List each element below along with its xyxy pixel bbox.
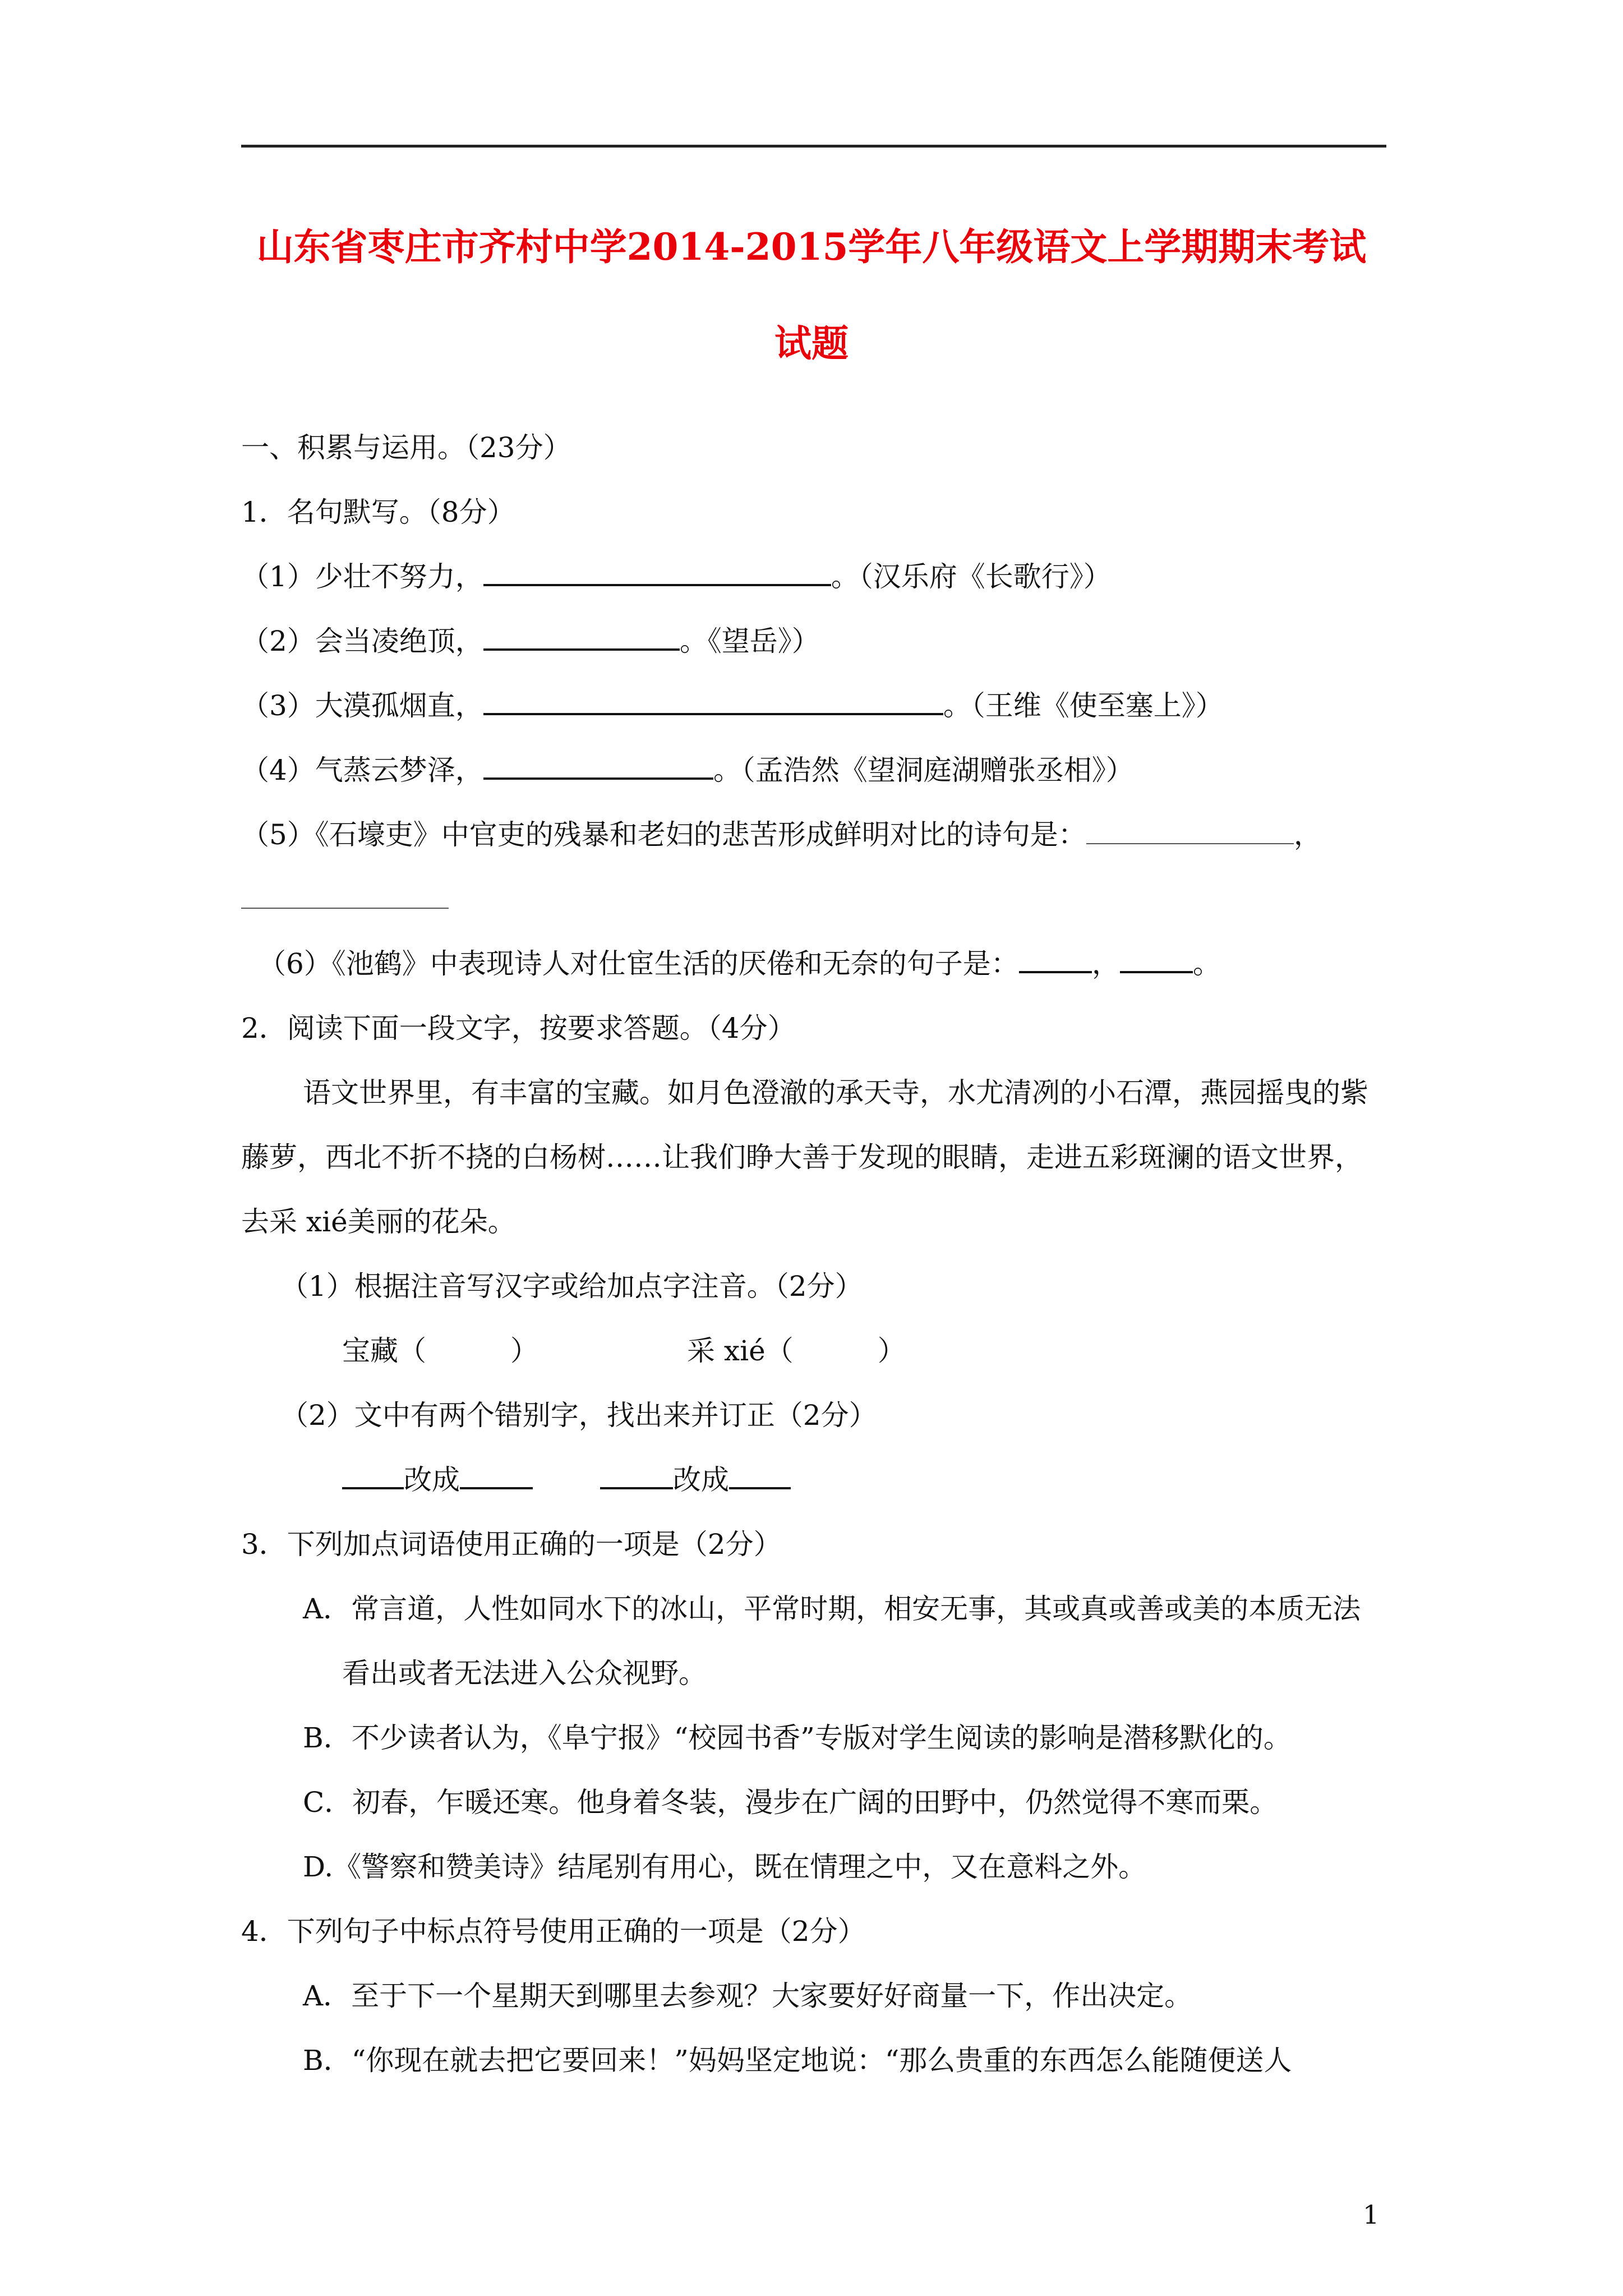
q1-item-2-blank[interactable] (483, 624, 680, 651)
q2-passage-line-2: 藤萝，西北不折不挠的白杨树……让我们睁大善于发现的眼睛，走进五彩斑澜的语文世界， (241, 1141, 1363, 1174)
q2-sub2-stem: （2）文中有两个错别字，找出来并订正（2分） (280, 1399, 877, 1432)
header-rule (241, 145, 1386, 148)
q3-option-a-line-2: 看出或者无法进入公众视野。 (342, 1657, 707, 1690)
q2-sub2-answers (342, 1462, 791, 1498)
q2-sub1-answers (342, 1333, 906, 1369)
q1-item-5 (241, 817, 1322, 853)
q2-passage-line-3: 去采 xié美丽的花朵。 (241, 1205, 516, 1238)
q2-sub2-change-1: 改成 (404, 1464, 460, 1496)
q2-sub2-wrong-1-blank[interactable] (342, 1462, 404, 1489)
q1-item-6 (258, 946, 1221, 982)
question-1-stem: 1．名句默写。（8分） (241, 496, 515, 528)
q4-option-a: A．至于下一个星期天到哪里去参观？大家要好好商量一下，作出决定。 (303, 1980, 1193, 2012)
q2-sub1-b-close: ） (877, 1335, 906, 1367)
q1-item-5-prefix: （5）《石壕吏》中官吏的残暴和老妇的悲苦形成鲜明对比的诗句是： (241, 818, 1086, 851)
q1-item-4 (241, 752, 1134, 788)
q2-sub1-a-label: 宝藏（ (342, 1335, 426, 1367)
q3-option-c: C．初春，乍暖还寒。他身着冬装，漫步在广阔的田野中，仍然觉得不寒而栗。 (303, 1786, 1278, 1819)
q1-item-6-comma: ， (1091, 947, 1120, 980)
question-3-stem: 3．下列加点词语使用正确的一项是（2分） (241, 1528, 782, 1561)
q3-option-b: B．不少读者认为，《阜宁报》“校园书香”专版对学生阅读的影响是潜移默化的。 (303, 1722, 1292, 1754)
section-1-heading: 一、积累与运用。（23分） (241, 431, 571, 464)
q1-item-5-blank-2[interactable] (241, 883, 449, 909)
q3-option-a-line-1: A．常言道，人性如同水下的冰山，平常时期，相安无事，其或真或善或美的本质无法 (303, 1593, 1361, 1625)
q2-sub2-wrong-2-blank[interactable] (600, 1462, 673, 1489)
q1-item-3-blank[interactable] (483, 688, 943, 715)
q1-item-4-suffix: 。（孟浩然《望洞庭湖赠张丞相》） (713, 754, 1134, 786)
q3-option-d: D.《警察和赞美诗》结尾别有用心，既在情理之中，又在意料之外。 (303, 1851, 1147, 1883)
q1-item-1-suffix: 。（汉乐府《长歌行》） (831, 560, 1112, 593)
q1-item-1-blank[interactable] (483, 559, 831, 586)
q1-item-2-suffix: 。《望岳》） (679, 625, 820, 657)
q4-option-b: B．“你现在就去把它要回来！”妈妈坚定地说：“那么贵重的东西怎么能随便送人 (303, 2044, 1292, 2077)
q2-sub2-correct-2-blank[interactable] (729, 1462, 791, 1489)
q1-item-2-prefix: （2）会当凌绝顶， (241, 625, 483, 657)
exam-title-line-1: 山东省枣庄市齐村中学2014-2015学年八年级语文上学期期末考试 (256, 225, 1367, 269)
q2-sub2-change-2: 改成 (673, 1464, 729, 1496)
q1-item-2 (241, 623, 820, 659)
q2-sub1-b-label: 采 xié（ (687, 1335, 794, 1367)
q1-item-6-blank-1[interactable] (1019, 946, 1092, 973)
q1-item-3-prefix: （3）大漠孤烟直， (241, 689, 483, 722)
q2-sub2-correct-1-blank[interactable] (460, 1462, 533, 1489)
q1-item-5-line-2 (241, 881, 449, 917)
q1-item-6-prefix: （6）《池鹤》中表现诗人对仕宦生活的厌倦和无奈的句子是： (258, 947, 1019, 980)
q2-passage-line-1: 语文世界里，有丰富的宝藏。如月色澄澈的承天寺，水尤清冽的小石潭，燕园摇曳的紫 (303, 1076, 1368, 1109)
question-2-stem: 2．阅读下面一段文字，按要求答题。（4分） (241, 1012, 796, 1045)
q1-item-6-suffix: 。 (1192, 947, 1221, 980)
q1-item-3-suffix: 。（王维《使至塞上》） (943, 689, 1224, 722)
q1-item-5-suffix: ， (1293, 818, 1322, 851)
q1-item-5-blank-1[interactable] (1086, 818, 1294, 844)
q1-item-6-blank-2[interactable] (1120, 946, 1193, 973)
question-4-stem: 4．下列句子中标点符号使用正确的一项是（2分） (241, 1915, 866, 1948)
exam-title-line-2: 试题 (774, 321, 849, 365)
q1-item-4-prefix: （4）气蒸云梦泽， (241, 754, 483, 786)
q2-sub1-stem: （1）根据注音写汉字或给加点字注音。（2分） (280, 1270, 863, 1303)
q2-sub1-a-close: ） (510, 1335, 538, 1367)
q1-item-1 (241, 559, 1112, 595)
q1-item-1-prefix: （1）少壮不努力， (241, 560, 483, 593)
page-number: 1 (1363, 2200, 1380, 2230)
q1-item-3 (241, 688, 1224, 724)
q1-item-4-blank[interactable] (483, 753, 713, 780)
